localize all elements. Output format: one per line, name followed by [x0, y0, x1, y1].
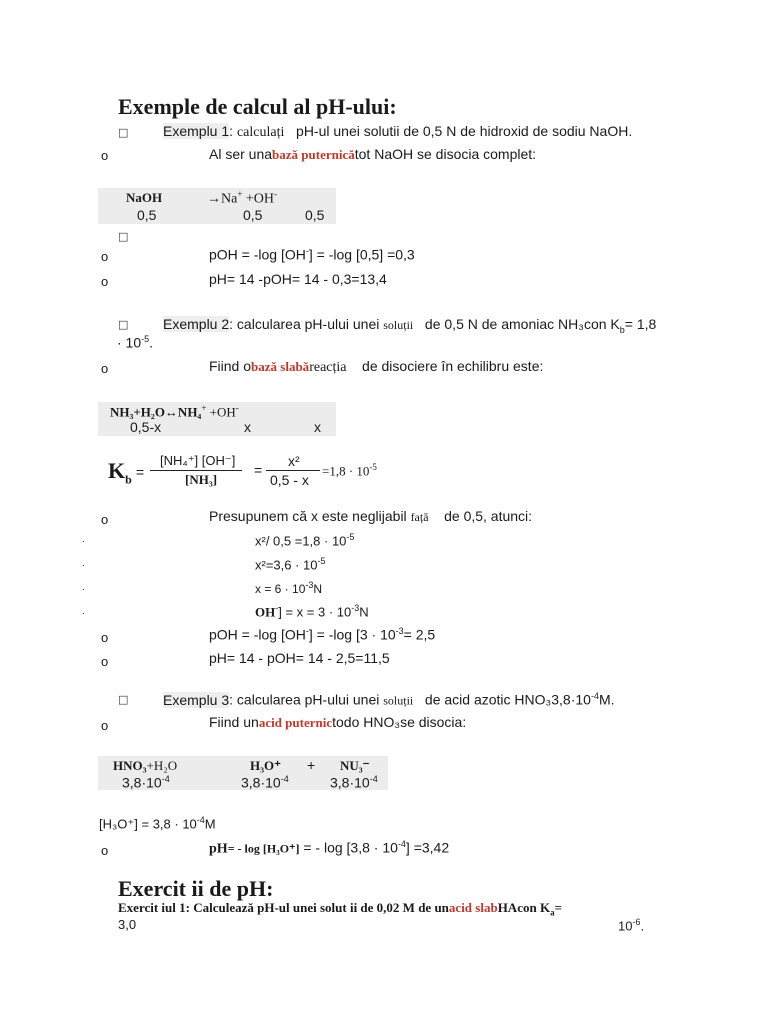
h3o-concentration: $[H_3O^+] = 3,8 \cdot 10^{-4}M$ [99, 815, 216, 832]
calc-step-3: $x = 6 \cdot 10^{-3}N$ [255, 580, 323, 596]
bullet-circle-icon: o [101, 274, 109, 289]
example-3-desc: Fiind unacid puternictodo HNO₃se disocia: [209, 714, 467, 730]
calc-step-2: $x^2=3,6 \cdot 10^{-5}$ [255, 556, 326, 573]
exercise-1-power: $10^{-6}$. [618, 917, 645, 934]
ex1-poh: pOH = -log [OH-] = -log [0,5] =0,3 [209, 246, 415, 263]
eq3-h3o: H₃O⁺ [250, 758, 281, 773]
example-2-cont: · $10^{-5}$. [117, 334, 154, 351]
assumption-line: Presupunem că x este neglijabil față de 0,5, atunci: [209, 508, 533, 524]
bullet-circle-icon: o [101, 630, 109, 645]
example-1-desc: Al ser unabază puternicătot NaOH se disocia complet: [209, 146, 537, 162]
fraction-line-2 [266, 470, 320, 471]
kb-symbol: $K_b$ [108, 458, 132, 487]
bullet-dot: . [82, 606, 85, 617]
kb-equals: = [136, 464, 145, 480]
kb-numerator-2: x² [288, 453, 300, 469]
eq1-products: →Na+ +OH- [207, 189, 278, 207]
calc-step-1: x²/ $0,5 =1,8 \cdot 10^{-5}$ [255, 532, 355, 549]
bullet-square-icon: □ [118, 693, 129, 706]
eq3-reactants: HNO₃+H₂O [113, 758, 178, 773]
bullet-square-icon: □ [118, 230, 129, 243]
bullet-circle-icon: o [101, 148, 109, 163]
example-2-label: Exemplu 2 [163, 316, 230, 332]
bullet-circle-icon: o [101, 512, 109, 527]
kb-value: $=1,8 \cdot 10^{-5}$ [322, 462, 377, 479]
kb-numerator: [NH₄⁺] [OH⁻] [160, 453, 236, 468]
example-3-label: Exemplu 3 [163, 691, 230, 708]
section-title-exercises: Exercit ii de pH: [118, 876, 274, 901]
fraction-line-1 [150, 470, 242, 471]
ex2-ph: pH= 14 - pOH= 14 - 2,5=11,5 [209, 650, 390, 666]
eq1-naoh: NaOH [126, 190, 163, 205]
bullet-dot: . [82, 558, 85, 569]
eq3-value-1: $3,8\cdot 10^{-4}$ [122, 774, 170, 791]
example-2-desc: Fiind obază slabăreacția de disociere în echilibru este: [209, 358, 544, 375]
eq2-reaction: NH₃+H₂O↔NH₄+ +OH- [110, 403, 239, 420]
bullet-circle-icon: o [101, 718, 109, 733]
example-3-line: Exemplu 3: calcularea pH-ului unei soluții de acid azotic $HNO_33,8\cdot 10^{-4}M$. [163, 691, 615, 708]
eq1-value-2: 0,5 [243, 207, 263, 223]
kb-equals-2: = [254, 462, 263, 478]
exercise-1-line: Exercit iul 1: Calculează pH-ul unei solut ii de 0,02 M de unacid slabHAcon $K_a=$ [118, 900, 562, 918]
example-1-line: Exemplu 1: calculați pH-ul unei solutii de 0,5 N de hidroxid de sodiu NaOH. [163, 123, 633, 140]
eq3-plus: + [307, 757, 316, 773]
ex2-poh: pOH = -log [OH-] = -log [$3 \cdot 10^{-3}= 2,5$ [209, 626, 436, 643]
bullet-circle-icon: o [101, 361, 109, 376]
bullet-dot: . [82, 534, 85, 545]
bullet-square-icon: □ [118, 318, 129, 331]
eq3-no3: NU₃⁻ [340, 758, 370, 773]
bullet-circle-icon: o [101, 249, 109, 264]
bullet-dot: . [82, 582, 85, 593]
kb-denominator-2: 0,5 - x [270, 472, 309, 488]
eq3-value-3: $3,8\cdot 10^{-4}$ [330, 774, 378, 791]
exercise-1-value: 3,0 [118, 917, 137, 932]
calc-word: calculați [236, 125, 285, 140]
page-title: Exemple de calcul al pH-ului: [118, 94, 397, 119]
eq2-value-3: x [314, 419, 321, 435]
bullet-square-icon: □ [118, 126, 129, 139]
example-1-label: Exemplu 1 [163, 123, 230, 139]
eq2-value-2: x [244, 419, 251, 435]
eq1-value-1: 0,5 [137, 207, 157, 223]
bullet-circle-icon: o [101, 843, 109, 858]
eq2-value-1: 0,5-x [130, 419, 162, 435]
calc-step-4: $OH^-] = x = 3 \cdot 10^{-3}N$ [255, 603, 369, 620]
eq3-value-2: $3,8\cdot 10^{-4}$ [241, 774, 289, 791]
ex3-ph: pH= - log [H₃O⁺] = - $\log [3,8 \cdot 10^{-4}] =3,42$ [209, 839, 450, 857]
kb-denominator: [NH₃] [185, 472, 218, 487]
eq1-value-3: 0,5 [305, 207, 325, 223]
example-2-line: Exemplu 2: calcularea pH-ului unei soluții de 0,5 N de amoniac NH₃con $K_b= 1,8$ [163, 316, 657, 335]
ex1-ph: pH= 14 -pOH= 14 - 0,3=13,4 [209, 271, 387, 287]
bullet-circle-icon: o [101, 654, 109, 669]
